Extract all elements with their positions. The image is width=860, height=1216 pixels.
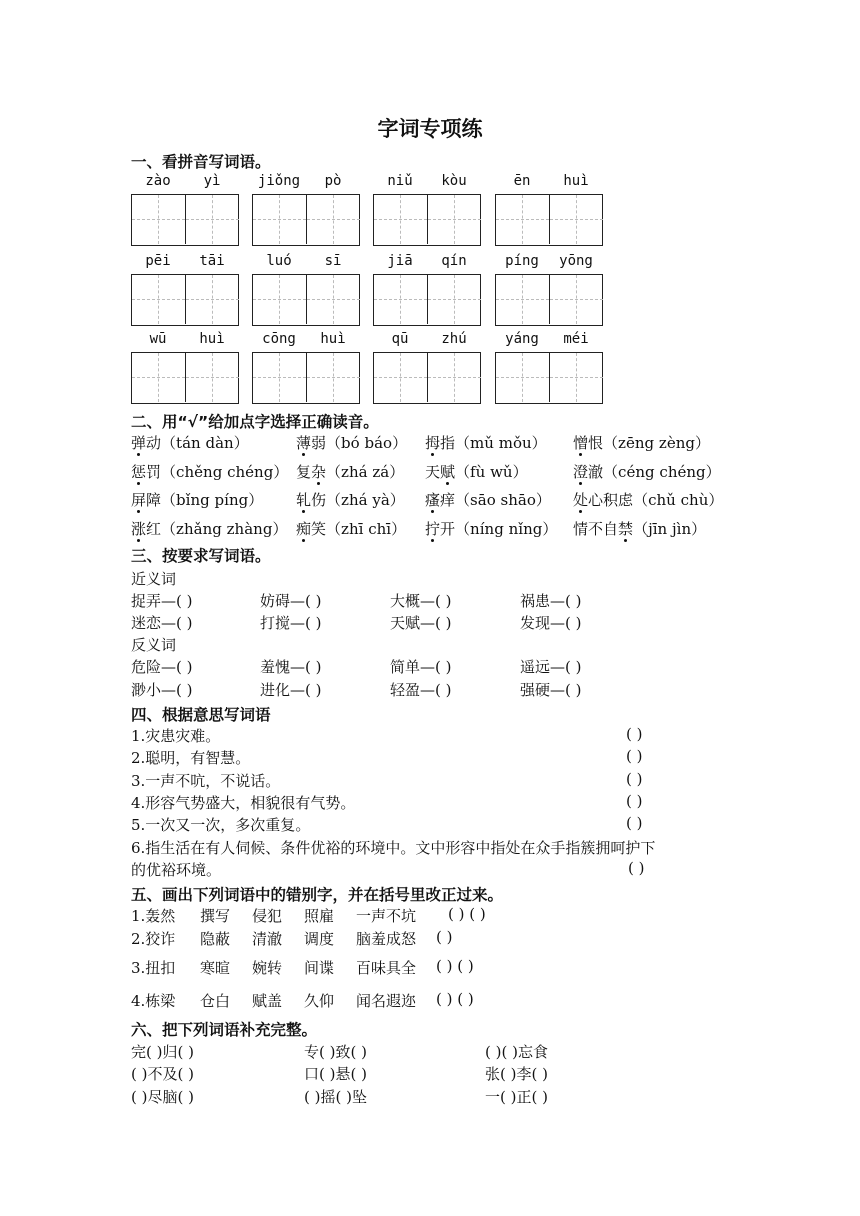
tian-cell	[428, 353, 481, 402]
grid-guide	[428, 377, 481, 378]
pinyin-label: qū	[391, 331, 409, 347]
pronunciation-item: 处心积虑（chǔ chù）	[573, 491, 724, 509]
pinyin-label: wū	[149, 331, 167, 347]
word-pair-item: 进化—( )	[260, 681, 322, 699]
grid-guide	[374, 219, 427, 220]
pronunciation-item: 轧伤（zhá yà）	[296, 491, 405, 509]
writing-box[interactable]	[252, 274, 360, 326]
pronunciation-item: 复杂（zhá zá）	[296, 463, 405, 481]
grid-guide	[307, 219, 360, 220]
grid-guide	[496, 377, 549, 378]
word-pair-item: 危险—( )	[131, 658, 193, 676]
writing-box[interactable]	[495, 352, 603, 404]
word-pair-item: 发现—( )	[520, 614, 582, 632]
word-pair-item: 祸患—( )	[520, 592, 582, 610]
meaning-item: 3.一声不吭，不说话。	[131, 772, 281, 790]
completion-item: 完( )归( )	[131, 1043, 194, 1061]
item6-line2: 的优裕环境。	[131, 861, 222, 879]
word-pair-item: 打搅—( )	[260, 614, 322, 632]
pinyin-label: sī	[324, 253, 342, 269]
pronunciation-item: 弹动（tán dàn）	[131, 434, 249, 452]
pinyin-label: píng	[505, 253, 539, 269]
word-pair-item: 简单—( )	[390, 658, 452, 676]
grid-guide	[428, 299, 481, 300]
meaning-item: 4.形容气势盛大，相貌很有气势。	[131, 794, 356, 812]
grid-guide	[186, 377, 239, 378]
meaning-item: 1.灾患灾难。	[131, 727, 221, 745]
section3-heading: 三、按要求写词语。	[131, 547, 271, 565]
typo-word: 1.轰然	[131, 907, 176, 925]
pinyin-label: cōng	[262, 331, 296, 347]
writing-box[interactable]	[131, 274, 239, 326]
pinyin-label: qín	[441, 253, 467, 269]
answer-paren: ( )	[626, 747, 643, 765]
pinyin-label: kòu	[441, 173, 467, 189]
tian-cell	[307, 353, 360, 402]
pinyin-label: jiā	[387, 253, 413, 269]
tian-cell	[186, 353, 239, 402]
grid-guide	[253, 219, 306, 220]
pinyin-label: huì	[199, 331, 225, 347]
grid-guide	[374, 377, 427, 378]
item6-line1: 6.指生活在有人伺候、条件优裕的环境中。文中形容中指处在众手指簇拥呵护下	[131, 839, 656, 857]
answer-paren: ( )	[628, 859, 645, 877]
pinyin-label: tāi	[199, 253, 225, 269]
word-pair-item: 羞愧—( )	[260, 658, 322, 676]
grid-guide	[550, 219, 603, 220]
writing-box[interactable]	[131, 352, 239, 404]
answer-parens: ( ) ( )	[436, 990, 474, 1008]
grid-guide	[374, 299, 427, 300]
typo-word: 3.扭扣	[131, 959, 176, 977]
pinyin-label: huì	[563, 173, 589, 189]
grid-guide	[253, 377, 306, 378]
pinyin-label: huì	[320, 331, 346, 347]
pinyin-label: ēn	[513, 173, 531, 189]
grid-guide	[253, 299, 306, 300]
completion-item: 张( )李( )	[485, 1065, 548, 1083]
grid-guide	[132, 219, 185, 220]
tian-cell	[496, 353, 550, 402]
answer-parens: ( )	[436, 928, 453, 946]
typo-word: 侵犯	[252, 907, 283, 925]
typo-word: 一声不坑	[356, 907, 417, 925]
completion-item: 专( )致( )	[304, 1043, 367, 1061]
grid-guide	[186, 299, 239, 300]
word-pair-item: 轻盈—( )	[390, 681, 452, 699]
typo-word: 间谍	[304, 959, 335, 977]
typo-word: 隐蔽	[200, 930, 231, 948]
tian-cell	[550, 195, 603, 244]
tian-cell	[550, 275, 603, 324]
tian-cell	[550, 353, 603, 402]
pinyin-label: méi	[563, 331, 589, 347]
answer-parens: ( ) ( )	[448, 905, 486, 923]
pronunciation-item: 涨红（zhǎng zhàng）	[131, 520, 288, 538]
tian-cell	[496, 275, 550, 324]
grid-guide	[496, 299, 549, 300]
tian-cell	[253, 353, 307, 402]
typo-word: 调度	[304, 930, 335, 948]
completion-item: ( )( )忘食	[485, 1043, 548, 1061]
typo-word: 仓白	[200, 992, 231, 1010]
writing-box[interactable]	[495, 194, 603, 246]
writing-box[interactable]	[373, 194, 481, 246]
pinyin-label: luó	[266, 253, 292, 269]
grid-guide	[307, 299, 360, 300]
tian-cell	[374, 275, 428, 324]
pronunciation-item: 薄弱（bó báo）	[296, 434, 408, 452]
pronunciation-item: 拧开（níng nǐng）	[425, 520, 558, 538]
section4-heading: 四、根据意思写词语	[131, 706, 271, 724]
answer-paren: ( )	[626, 792, 643, 810]
completion-item: ( )摇( )坠	[304, 1088, 367, 1106]
pinyin-label: zào	[145, 173, 171, 189]
grid-guide	[496, 219, 549, 220]
typo-word: 寒暄	[200, 959, 231, 977]
pinyin-label: yōng	[559, 253, 593, 269]
typo-word: 2.狡诈	[131, 930, 176, 948]
typo-word: 婉转	[252, 959, 283, 977]
antonym-label: 反义词	[131, 636, 177, 654]
typo-word: 闻名遐迩	[356, 992, 417, 1010]
meaning-item: 5.一次又一次，多次重复。	[131, 816, 311, 834]
tian-cell	[428, 275, 481, 324]
section5-heading: 五、画出下列词语中的错别字，并在括号里改正过来。	[131, 886, 504, 904]
pronunciation-item: 拇指（mǔ mǒu）	[425, 434, 547, 452]
writing-box[interactable]	[495, 274, 603, 326]
pronunciation-item: 痴笑（zhī chī）	[296, 520, 407, 538]
section1-heading: 一、看拼音写词语。	[131, 153, 271, 171]
tian-cell	[132, 195, 186, 244]
pinyin-label: yáng	[505, 331, 539, 347]
pronunciation-item: 天赋（fù wǔ）	[425, 463, 528, 481]
word-pair-item: 强硬—( )	[520, 681, 582, 699]
pinyin-label: niǔ	[387, 173, 413, 189]
tian-cell	[132, 275, 186, 324]
pinyin-label: zhú	[441, 331, 467, 347]
word-pair-item: 大概—( )	[390, 592, 452, 610]
pinyin-label: jiǒng	[257, 173, 301, 189]
typo-word: 4.栋梁	[131, 992, 176, 1010]
writing-box[interactable]	[252, 352, 360, 404]
word-pair-item: 遥远—( )	[520, 658, 582, 676]
typo-word: 赋盖	[252, 992, 283, 1010]
grid-guide	[428, 219, 481, 220]
section2-heading: 二、用“√”给加点字选择正确读音。	[131, 413, 379, 431]
grid-guide	[186, 219, 239, 220]
pinyin-label: pēi	[145, 253, 171, 269]
answer-parens: ( ) ( )	[436, 957, 474, 975]
tian-cell	[253, 195, 307, 244]
tian-cell	[496, 195, 550, 244]
meaning-item: 2.聪明，有智慧。	[131, 749, 251, 767]
word-pair-item: 妨碍—( )	[260, 592, 322, 610]
word-pair-item: 捉弄—( )	[131, 592, 193, 610]
word-pair-item: 迷恋—( )	[131, 614, 193, 632]
pronunciation-item: 瘙痒（sāo shāo）	[425, 491, 551, 509]
grid-guide	[550, 299, 603, 300]
grid-guide	[132, 377, 185, 378]
word-pair-item: 渺小—( )	[131, 681, 193, 699]
completion-item: ( )不及( )	[131, 1065, 194, 1083]
completion-item: 一( )正( )	[485, 1088, 548, 1106]
pinyin-label: pò	[324, 173, 342, 189]
tian-cell	[307, 195, 360, 244]
pronunciation-item: 情不自禁（jīn jìn）	[573, 520, 707, 538]
writing-box[interactable]	[252, 194, 360, 246]
tian-cell	[307, 275, 360, 324]
writing-box[interactable]	[131, 194, 239, 246]
pronunciation-item: 憎恨（zēng zèng）	[573, 434, 710, 452]
typo-word: 照雇	[304, 907, 335, 925]
tian-cell	[186, 275, 239, 324]
section6-heading: 六、把下列词语补充完整。	[131, 1021, 318, 1039]
pronunciation-item: 澄澈（céng chéng）	[573, 463, 721, 481]
tian-cell	[374, 195, 428, 244]
tian-cell	[428, 195, 481, 244]
pinyin-label: yì	[203, 173, 221, 189]
tian-cell	[132, 353, 186, 402]
synonym-label: 近义词	[131, 570, 177, 588]
tian-cell	[374, 353, 428, 402]
typo-word: 清澈	[252, 930, 283, 948]
answer-paren: ( )	[626, 725, 643, 743]
writing-box[interactable]	[373, 352, 481, 404]
answer-paren: ( )	[626, 814, 643, 832]
typo-word: 撰写	[200, 907, 231, 925]
completion-item: ( )尽脑( )	[131, 1088, 194, 1106]
pronunciation-item: 屏障（bǐng píng）	[131, 491, 264, 509]
grid-guide	[307, 377, 360, 378]
completion-item: 口( )悬( )	[304, 1065, 367, 1083]
answer-paren: ( )	[626, 770, 643, 788]
page-title: 字词专项练	[377, 117, 483, 141]
tian-cell	[253, 275, 307, 324]
typo-word: 久仰	[304, 992, 335, 1010]
tian-cell	[186, 195, 239, 244]
pronunciation-item: 惩罚（chěng chéng）	[131, 463, 289, 481]
typo-word: 脑羞成怒	[356, 930, 417, 948]
grid-guide	[550, 377, 603, 378]
grid-guide	[132, 299, 185, 300]
typo-word: 百味具全	[356, 959, 417, 977]
writing-box[interactable]	[373, 274, 481, 326]
word-pair-item: 天赋—( )	[390, 614, 452, 632]
